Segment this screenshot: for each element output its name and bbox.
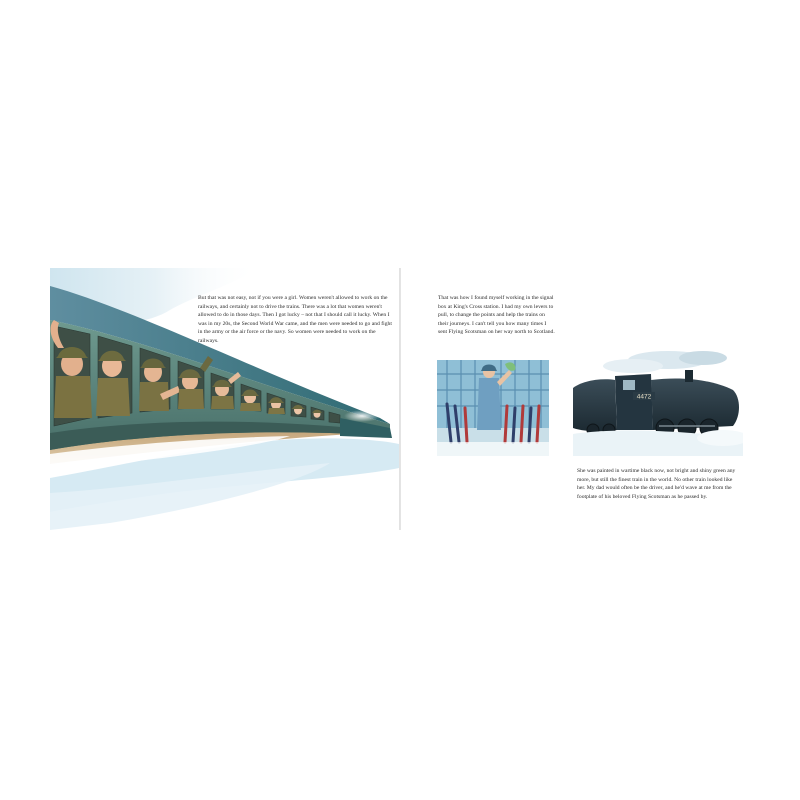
flying-scotsman-illustration [573,346,743,456]
right-page-bottom-paragraph: She was painted in wartime black now, not bright and shiny green any more, but still the finest train in the world. No other train looked like her. My dad would often be the driver, and he'd wave at me from the footplate of his beloved Flying Scotsman as he passed by. [577,468,736,500]
right-page [401,268,750,530]
right-page-top-paragraph: That was how I found myself working in the signal box at King's Cross station. I had my own levers to pull, to change the points and help the trains on their journeys. I can't tell you how many times I sent Flying Scotsman on her way north to Scotland. [438,295,555,336]
signal-box-illustration [437,360,549,456]
engine-number: 4472 [636,393,652,401]
left-page [50,268,399,530]
book-spread [50,268,750,530]
left-page-paragraph: But that was not easy, not if you were a girl. Women weren't allowed to work on the railways, and certainly not to drive the trains. There was a lot that women weren't allowed to do in those days. Then I got lucky – not that I should call it lucky. When I was in my 20s, the Second World War came, and the men were needed to go and fight in the army or the air force or the navy. So women were needed to work on the railways. [198,295,392,344]
